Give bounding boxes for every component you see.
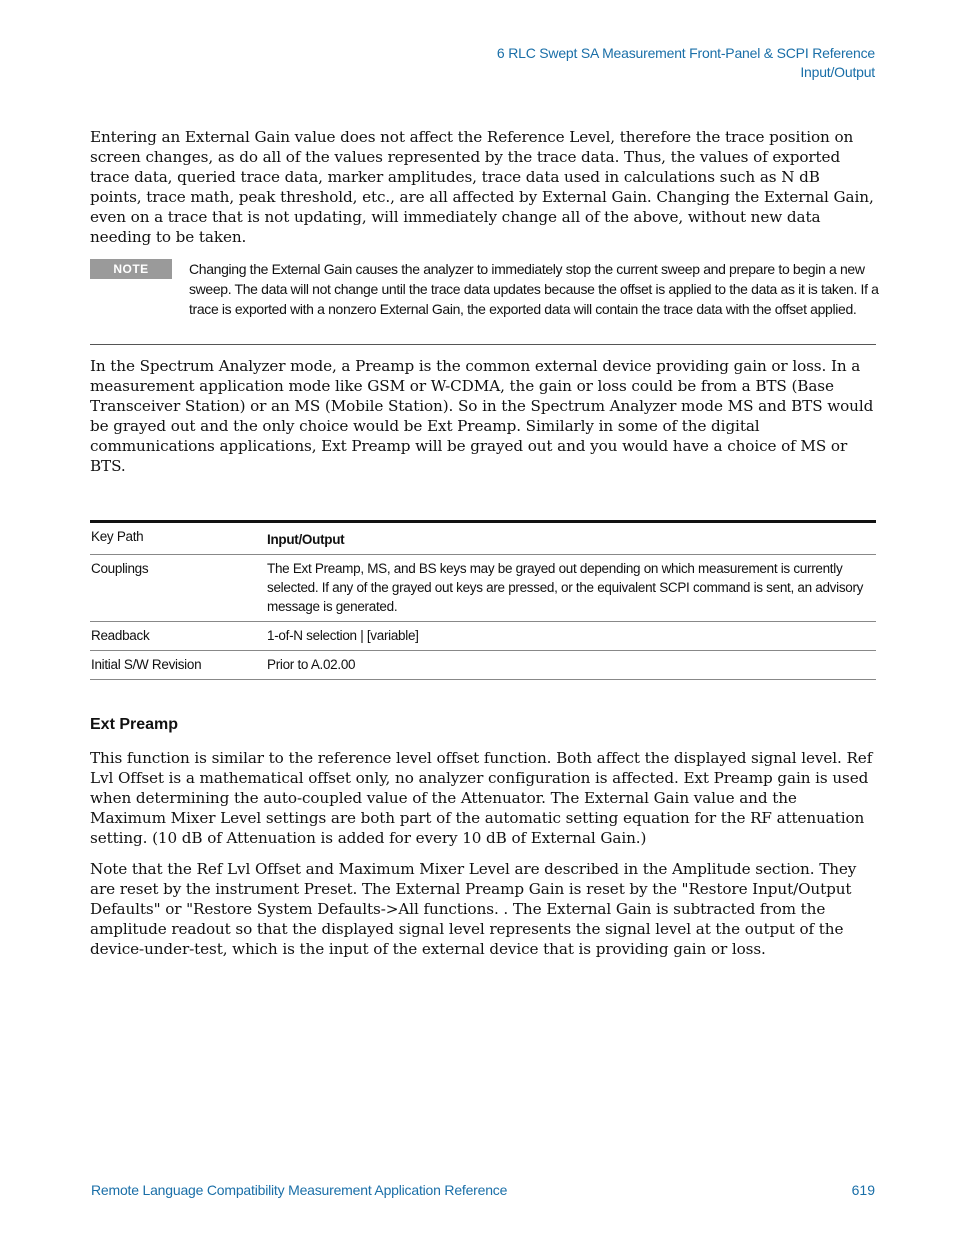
body-paragraph-function: This function is similar to the reference level offset function. Both affect the displayed signal level. Ref Lvl Offset is a mathematical offset only, no analyzer configuration is affected. Ext Preamp gain is used when determining the auto-coupled value of the Attenuator. The External Gain value and the Maximum Mixer Level settings are both part of the automatic setting equation for the RF attenuation setting. (10 dB of Attenuation is added for every 10 dB of External Gain.) bbox=[90, 749, 873, 847]
table-key-cell: Couplings bbox=[90, 555, 266, 622]
table-value-cell: 1-of-N selection | [variable] bbox=[266, 622, 876, 651]
body-paragraph-external-gain: Entering an External Gain value does not affect the Reference Level, therefore the trace position on screen changes, as do all of the values represented by the trace data. Thus, the values of exported trace data, queried trace data, marker amplitudes, trace data used in calculations such as N dB points, trace math, peak threshold, etc., are all affected by External Gain. Changing the External Gain, even on a trace that is not updating, will immediately change all of the above, without new data needing to be taken. bbox=[90, 128, 874, 246]
table-key-cell: Key Path bbox=[90, 522, 266, 555]
table-key-cell: Initial S/W Revision bbox=[90, 651, 266, 680]
section-heading: Ext Preamp bbox=[90, 716, 179, 733]
note-divider bbox=[90, 344, 876, 345]
note-badge: NOTE bbox=[90, 259, 172, 279]
key-table bbox=[90, 520, 876, 680]
page-number: 619 bbox=[851, 1182, 875, 1198]
body-paragraph-note-reset: Note that the Ref Lvl Offset and Maximum Mixer Level are described in the Amplitude section. They are reset by the instrument Preset. The External Preamp Gain is reset by the "Restore Input/Output Defaults" or "Restore System Defaults->All functions. . The External Gain is subtracted from the amplitude readout so that the displayed signal level represents the signal level at the output of the device-under-test, which is the input of the external device that is providing gain or loss. bbox=[90, 860, 857, 958]
table-row bbox=[90, 555, 876, 622]
table-row bbox=[90, 622, 876, 651]
table-row bbox=[90, 522, 876, 555]
note-text: Changing the External Gain causes the analyzer to immediately stop the current sweep and prepare to begin a new sweep. The data will not change until the trace data updates because the offset is applied to the data as it is taken. If a trace is exported with a nonzero External Gain, the exported data will contain the trace data with the offset applied. bbox=[189, 261, 879, 317]
table-value-cell: Prior to A.02.00 bbox=[266, 651, 876, 680]
footer-title: Remote Language Compatibility Measurement Application Reference bbox=[91, 1182, 508, 1198]
table-value-cell: The Ext Preamp, MS, and BS keys may be grayed out depending on which measurement is currently selected. If any of the grayed out keys are pressed, or the equivalent SCPI command is sent, an advisory message is generated. bbox=[266, 555, 876, 622]
table-value-cell: Input/Output bbox=[266, 522, 876, 555]
running-header bbox=[497, 44, 875, 82]
section-title-header: Input/Output bbox=[800, 64, 875, 80]
table-key-cell: Readback bbox=[90, 622, 266, 651]
chapter-title: 6 RLC Swept SA Measurement Front-Panel & SCPI Reference bbox=[496, 45, 875, 61]
body-paragraph-preamp: In the Spectrum Analyzer mode, a Preamp is the common external device providing gain or loss. In a measurement application mode like GSM or W-CDMA, the gain or loss could be from a BTS (Base Transceiver Station) or an MS (Mobile Station). So in the Spectrum Analyzer mode MS and BTS would be grayed out and the only choice would be Ext Preamp. Similarly in some of the digital communications applications, Ext Preamp will be grayed out and you would have a choice of MS or BTS. bbox=[90, 357, 874, 475]
table-row bbox=[90, 651, 876, 680]
